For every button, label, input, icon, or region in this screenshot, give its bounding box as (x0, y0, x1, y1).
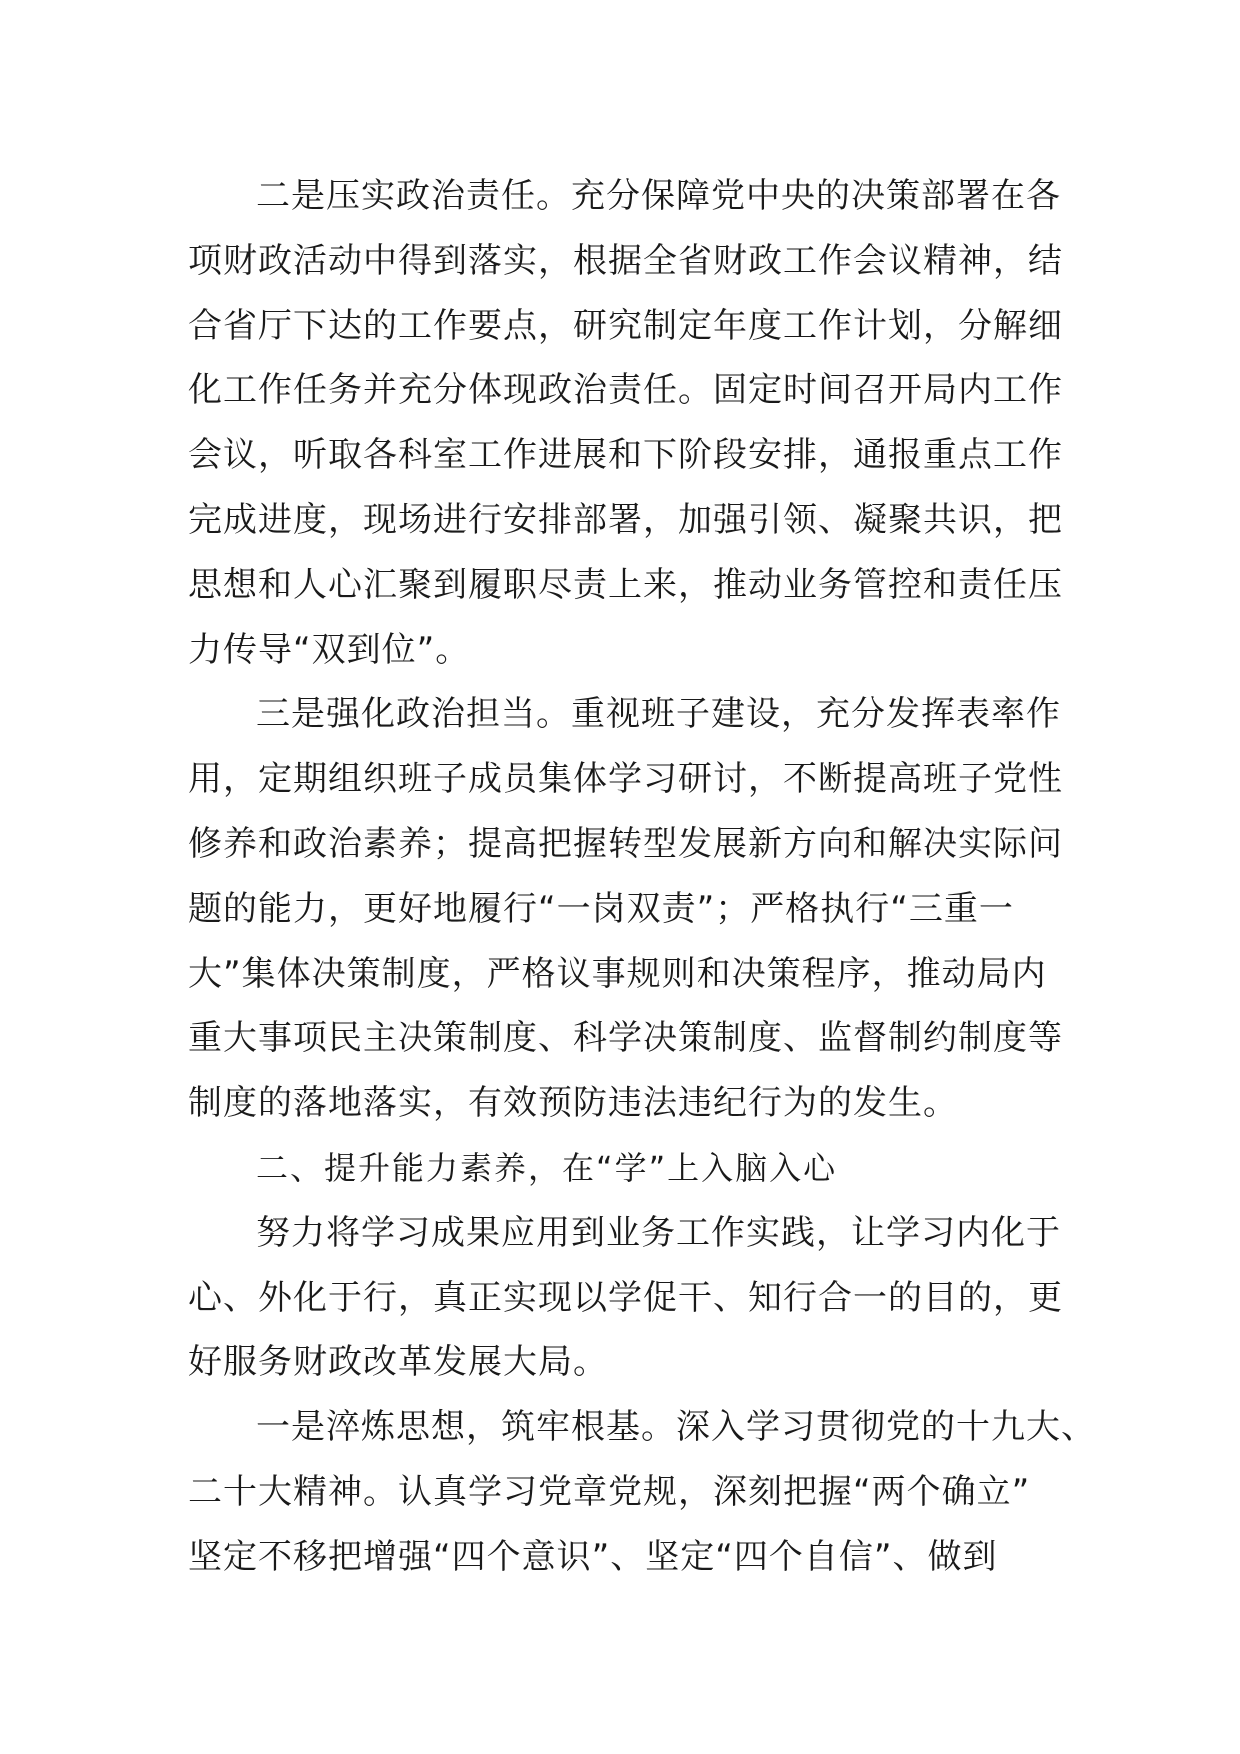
text-line: 三是强化政治担当。重视班子建设，充分发挥表率作 (256, 694, 1061, 735)
text-line: 项财政活动中得到落实，根据全省财政工作会议精神，结 (188, 240, 1063, 281)
text-line: 努力将学习成果应用到业务工作实践，让学习内化于 (256, 1212, 1061, 1253)
text-line: 重大事项民主决策制度、科学决策制度、监督制约制度等 (188, 1018, 1063, 1059)
text-line: 力传导“双到位”。 (188, 629, 471, 670)
text-line: 二十大精神。认真学习党章党规，深刻把握“两个确立” (188, 1471, 1031, 1512)
text-line: 制度的落地落实，有效预防违法违纪行为的发生。 (188, 1083, 958, 1124)
text-line: 好服务财政改革发展大局。 (188, 1342, 608, 1383)
body-text (188, 164, 1096, 1590)
text-line: 合省厅下达的工作要点，研究制定年度工作计划，分解细 (188, 305, 1063, 346)
text-line: 一是淬炼思想，筑牢根基。深入学习贯彻党的十九大、 (256, 1407, 1096, 1448)
text-line: 二是压实政治责任。充分保障党中央的决策部署在各 (256, 176, 1061, 216)
text-line: 思想和人心汇聚到履职尽责上来，推动业务管控和责任压 (188, 564, 1063, 605)
text-line: 会议，听取各科室工作进展和下阶段安排，通报重点工作 (188, 435, 1063, 476)
text-line: 完成进度，现场进行安排部署，加强引领、凝聚共识，把 (188, 499, 1063, 540)
text-line: 化工作任务并充分体现政治责任。固定时间召开局内工作 (188, 370, 1063, 411)
section-heading: 二、提升能力素养，在“学”上入脑入心 (256, 1148, 838, 1187)
text-line: 大”集体决策制度，严格议事规则和决策程序，推动局内 (188, 953, 1047, 994)
text-line: 题的能力，更好地履行“一岗双责”；严格执行“三重一 (188, 888, 1014, 929)
text-line: 用，定期组织班子成员集体学习研讨，不断提高班子党性 (188, 759, 1063, 800)
text-line: 修养和政治素养；提高把握转型发展新方向和解决实际问 (188, 823, 1063, 864)
text-line: 坚定不移把增强“四个意识”、坚定“四个自信”、做到 (188, 1536, 998, 1577)
text-line: 心、外化于行，真正实现以学促干、知行合一的目的，更 (188, 1277, 1063, 1318)
